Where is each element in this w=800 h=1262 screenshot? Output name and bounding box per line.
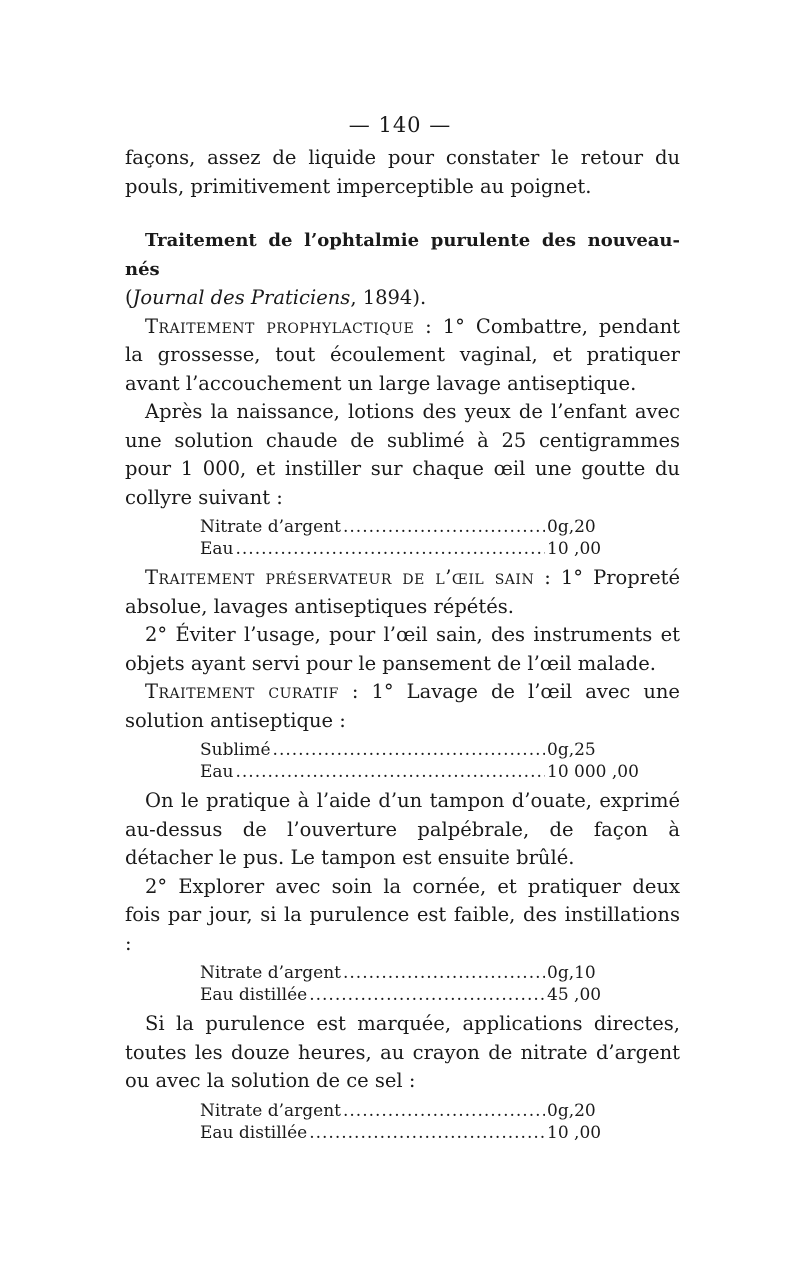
preservative-text: : 1° Propreté absolue, lavages antiseptiques répétés. — [125, 566, 680, 618]
tampon-paragraph: On le pratique à l’aide d’un tampon d’ouate, exprimé au-dessus de l’ouverture palpébrale, de façon à détacher le pus. Le tampon est ensuite brûlé. — [125, 789, 680, 869]
prophylactic-paragraph — [125, 313, 680, 399]
prophylactic-label: Traitement prophylactique — [145, 314, 415, 338]
text-body — [125, 144, 680, 1148]
prophylactic-text: : 1° Combattre, pendant la grossesse, tout écoulement vaginal, et pratiquer avant l’accouchement un large lavage antiseptique. — [125, 314, 680, 395]
ingredient-name: Nitrate d’argent — [200, 963, 341, 983]
curative-text: : 1° Lavage de l’œil avec une solution antiseptique : — [125, 680, 680, 732]
ingredient-qty: 0g,10 — [547, 963, 596, 983]
ingredient-qty: 0g,20 — [547, 1100, 596, 1121]
ingredient-name: Sublimé — [200, 740, 271, 760]
recipe-direct — [200, 1100, 615, 1144]
paragraph-continuation: façons, assez de liquide pour constater le retour du pouls, primitivement imperceptible au poignet. — [125, 146, 680, 198]
ingredient-name: Eau distillée — [200, 985, 308, 1005]
source-citation — [125, 284, 680, 313]
preservative-paragraph — [125, 564, 680, 621]
ingredient-qty: 0g,25 — [547, 740, 596, 760]
ingredient-name: Nitrate d’argent — [200, 517, 341, 537]
ingredient-qty: 10 000 ,00 — [547, 762, 639, 782]
source-rest: , 1894). — [350, 286, 427, 309]
recipe-row — [200, 962, 615, 984]
recipe-instillation — [200, 962, 615, 1006]
curative-label: Traitement curatif — [145, 680, 339, 703]
purulence-paragraph: Si la purulence est marquée, applications directes, toutes les douze heures, au crayon de nitrate d’argent ou avec la solution de ce sel : — [125, 1012, 680, 1092]
recipe-sublime — [200, 739, 639, 783]
curative-paragraph — [125, 678, 680, 735]
ingredient-qty: 10 ,00 — [547, 1122, 602, 1143]
recipe-row — [200, 761, 639, 783]
recipe-row — [200, 984, 615, 1006]
section-heading: Traitement de l’ophtalmie purulente des nouveau-nés — [125, 230, 680, 280]
recipe-row — [200, 739, 615, 761]
ingredient-qty: 0g,20 — [547, 517, 596, 537]
ingredient-qty: 45 ,00 — [547, 985, 602, 1005]
source-title: Journal des Praticiens — [132, 286, 351, 309]
preservative-label: Traitement préservateur de l’œil sain — [145, 566, 535, 589]
ingredient-qty: 10 ,00 — [547, 539, 602, 559]
after-birth-paragraph: Après la naissance, lotions des yeux de l’enfant avec une solution chaude de sublimé à 25 centigrammes pour 1 000, et instiller sur chaque œil une goutte du collyre suivant : — [125, 400, 680, 509]
source-open: ( — [125, 286, 133, 309]
ingredient-name: Nitrate d’argent — [200, 1100, 341, 1121]
ingredient-name: Eau — [200, 539, 234, 559]
recipe-collyre — [200, 516, 615, 560]
explore-paragraph: 2° Explorer avec soin la cornée, et pratiquer deux fois par jour, si la purulence est faible, des instillations : — [125, 874, 680, 955]
ingredient-name: Eau — [200, 762, 234, 782]
recipe-row — [200, 538, 615, 560]
avoid-paragraph: 2° Éviter l’usage, pour l’œil sain, des instruments et objets ayant servi pour le pansement de l’œil malade. — [125, 623, 680, 675]
recipe-row — [200, 516, 615, 538]
ingredient-name: Eau distillée — [200, 1122, 308, 1143]
recipe-row — [200, 1122, 615, 1144]
page-number: — 140 — — [348, 113, 452, 137]
recipe-row — [200, 1100, 615, 1122]
